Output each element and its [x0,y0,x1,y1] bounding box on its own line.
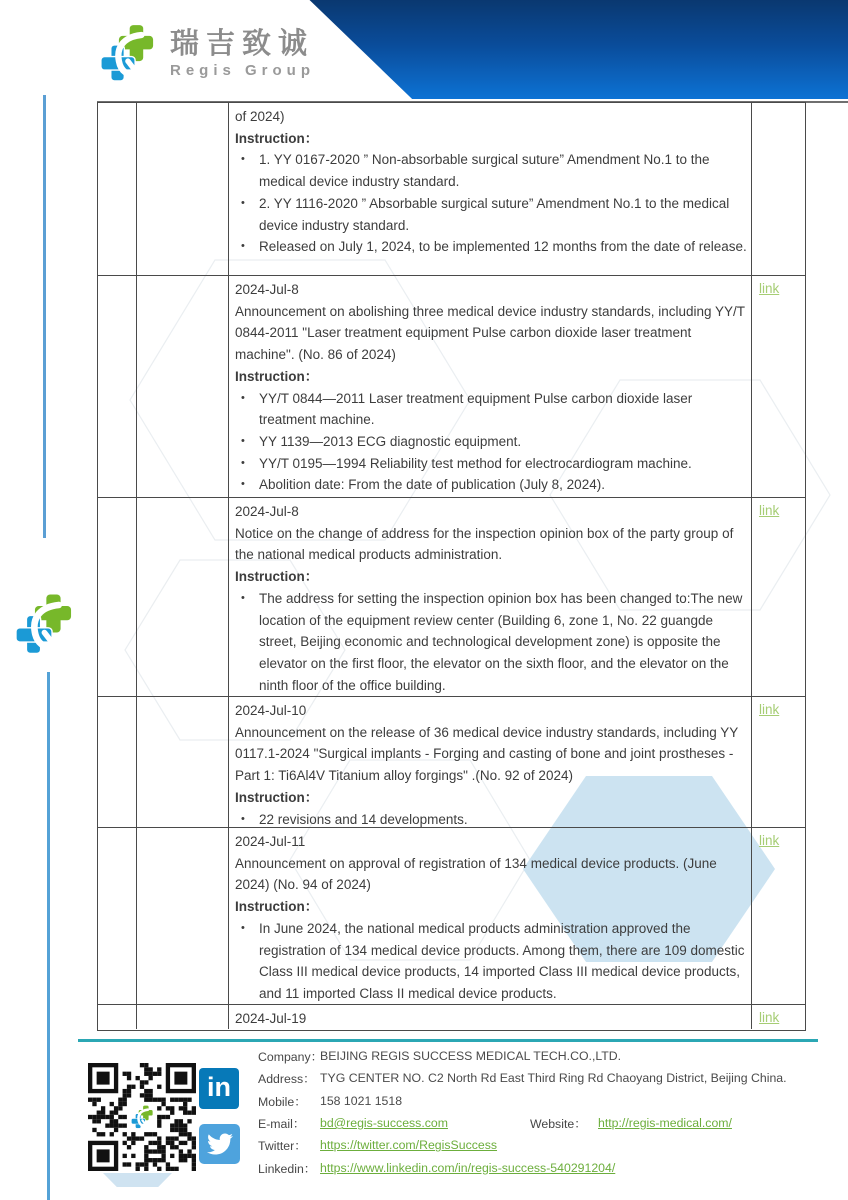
bullet-icon: • [241,591,245,604]
row-title: Announcement on the release of 36 medical device industry standards, including YY 0117.1-2024 "Surgical implants - Forging and casting of bone and joint prostheses - Part 1: Ti6Al4V Titanium alloy forgings" .(No. 92 of 2024) [235,724,739,784]
margin-regis-logo-icon [15,593,72,655]
bullet-text: 22 revisions and 14 developments. [259,811,468,827]
link-cell [752,697,805,828]
announcement-cell [229,103,752,275]
bullet-item [235,236,749,258]
bullet-item [235,474,749,496]
row-date: 2024-Jul-11 [235,834,306,849]
footer-trapezoid-watermark [103,1173,172,1187]
bullet-icon: • [241,434,245,447]
twitter-label: Twitter： [258,1139,307,1154]
bullet-icon: • [241,196,245,209]
qr-regis-logo-icon [131,1105,153,1129]
bullet-item [235,431,749,453]
bullet-text: In June 2024, the national medical products administration approved the registration of 134 medical device products. Among them, there are 109 domestic Class III medical device products, 14 imported Class III medical device products, and 11 imported Class II medical device products. [259,920,745,1001]
table-row [98,276,805,498]
logo-chinese-name: 瑞吉致诚 [170,27,315,60]
row-title: of 2024) [235,109,285,124]
email-link[interactable]: bd@regis-success.com [320,1116,448,1131]
announcement-cell [229,1005,752,1029]
bullet-text: 1. YY 0167-2020 ” Non-absorbable surgical suture” Amendment No.1 to the medical device industry standard. [259,152,710,190]
linkedin-label: Linkedin： [258,1161,317,1176]
empty-col-2-cell [137,498,229,696]
link-cell [752,828,805,1005]
instruction-label: Instruction： [235,789,319,805]
linkedin-link[interactable]: https://www.linkedin.com/in/regis-success-540291204/ [320,1160,616,1175]
twitter-icon[interactable] [199,1124,240,1164]
row-title: Notice on the change of address for the inspection opinion box of the party group of the national medical products administration. [235,525,734,563]
empty-col-1-cell [98,697,137,828]
instruction-label: Instruction： [235,130,319,146]
row-date: 2024-Jul-8 [235,282,299,297]
company-logo [100,24,315,82]
logo-english-name: Regis Group [170,61,316,79]
empty-col-2-cell [137,276,229,497]
empty-col-1-cell [98,103,137,275]
empty-col-1-cell [98,828,137,1005]
table-row [98,697,805,828]
instruction-label: Instruction： [235,899,319,915]
empty-col-2-cell [137,103,229,275]
link-cell [752,498,805,696]
left-margin-line-top [43,95,46,538]
bullet-item [235,388,749,431]
address-value: TYG CENTER NO. C2 North Rd East Third Ring Rd Chaoyang District, Beijing China. [320,1071,787,1086]
row-date: 2024-Jul-8 [235,504,299,519]
table-row [98,103,805,276]
bullet-icon: • [241,921,245,934]
link-anchor[interactable]: link [759,1010,780,1025]
footer-divider-line [78,1039,818,1042]
bullet-icon: • [241,812,245,825]
row-date: 2024-Jul-10 [235,703,307,718]
email-label: E-mail： [258,1117,306,1132]
link-cell [752,103,805,275]
bullet-item [235,588,749,697]
announcements-table [97,102,806,1031]
row-title: Announcement on abolishing three medical device industry standards, including YY/T 0844-2011 "Laser treatment equipment Pulse carbon dioxide laser treatment machine". (No. 86 of 2024) [235,303,745,363]
bullet-text: YY/T 0844—2011 Laser treatment equipment Pulse carbon dioxide laser treatment machine. [259,390,693,428]
bullet-icon: • [241,478,245,491]
website-label: Website： [530,1117,587,1132]
row-title: Announcement on approval of registration of 134 medical device products. (June 2024) (No. 94 of 2024) [235,855,717,893]
bullet-text: Released on July 1, 2024, to be implemented 12 months from the date of release. [259,239,747,255]
row-date: 2024-Jul-19 [235,1011,307,1026]
linkedin-icon[interactable]: in [199,1068,239,1109]
empty-col-1-cell [98,498,137,696]
announcement-cell [229,697,752,828]
table-row [98,828,805,1005]
bullet-item [235,453,749,475]
empty-col-1-cell [98,276,137,497]
empty-col-2-cell [137,828,229,1005]
mobile-label: Mobile： [258,1094,307,1109]
bullet-icon: • [241,240,245,253]
empty-col-2-cell [137,697,229,828]
bullet-text: YY/T 0195—1994 Reliability test method for electrocardiogram machine. [259,455,692,471]
bullet-icon: • [241,391,245,404]
instruction-label: Instruction： [235,569,319,585]
table-row [98,1005,805,1029]
link-cell [752,276,805,497]
announcement-table-body [98,103,805,1029]
bullet-icon: • [241,456,245,469]
empty-col-1-cell [98,1005,137,1029]
bullet-item [235,918,749,1005]
qr-center-logo [127,1102,157,1132]
link-anchor[interactable]: link [759,281,780,296]
twitter-bird-icon [207,1131,233,1157]
regis-logo-icon [100,24,154,82]
link-anchor[interactable]: link [759,833,780,848]
instruction-label: Instruction： [235,368,319,384]
twitter-link[interactable]: https://twitter.com/RegisSuccess [320,1138,498,1153]
bullet-item [235,193,749,236]
company-label: Company： [258,1050,323,1065]
bullet-text: The address for setting the inspection opinion box has been changed to:The new location of the equipment review center (Building 6, zone 1, No. 22 guangde street, Beijing economic and technological development zone) is opposite the elevator on the first floor, the elevator on the sixth floor, and the elevator on the ninth floor of the office building. [259,590,743,693]
website-link[interactable]: http://regis-medical.com/ [598,1116,732,1131]
bullet-item [235,149,749,192]
bullet-icon: • [241,153,245,166]
bullet-item [235,809,749,828]
announcement-cell [229,498,752,696]
link-anchor[interactable]: link [759,702,780,717]
link-anchor[interactable]: link [759,503,780,518]
bullet-text: 2. YY 1116-2020 ” Absorbable surgical suture” Amendment No.1 to the medical device industry standard. [259,195,730,233]
left-margin-line-bottom [47,672,50,1200]
address-label: Address： [258,1072,316,1087]
link-cell [752,1005,805,1029]
bullet-text: YY 1139—2013 ECG diagnostic equipment. [259,433,522,449]
empty-col-2-cell [137,1005,229,1029]
announcement-cell [229,276,752,497]
footer-contact-block [258,1045,818,1179]
bullet-text: Abolition date: From the date of publication (July 8, 2024). [259,477,605,493]
company-value: BEIJING REGIS SUCCESS MEDICAL TECH.CO.,LTD. [320,1049,622,1064]
announcement-cell [229,828,752,1005]
mobile-value: 158 1021 1518 [320,1093,403,1108]
table-row [98,498,805,697]
